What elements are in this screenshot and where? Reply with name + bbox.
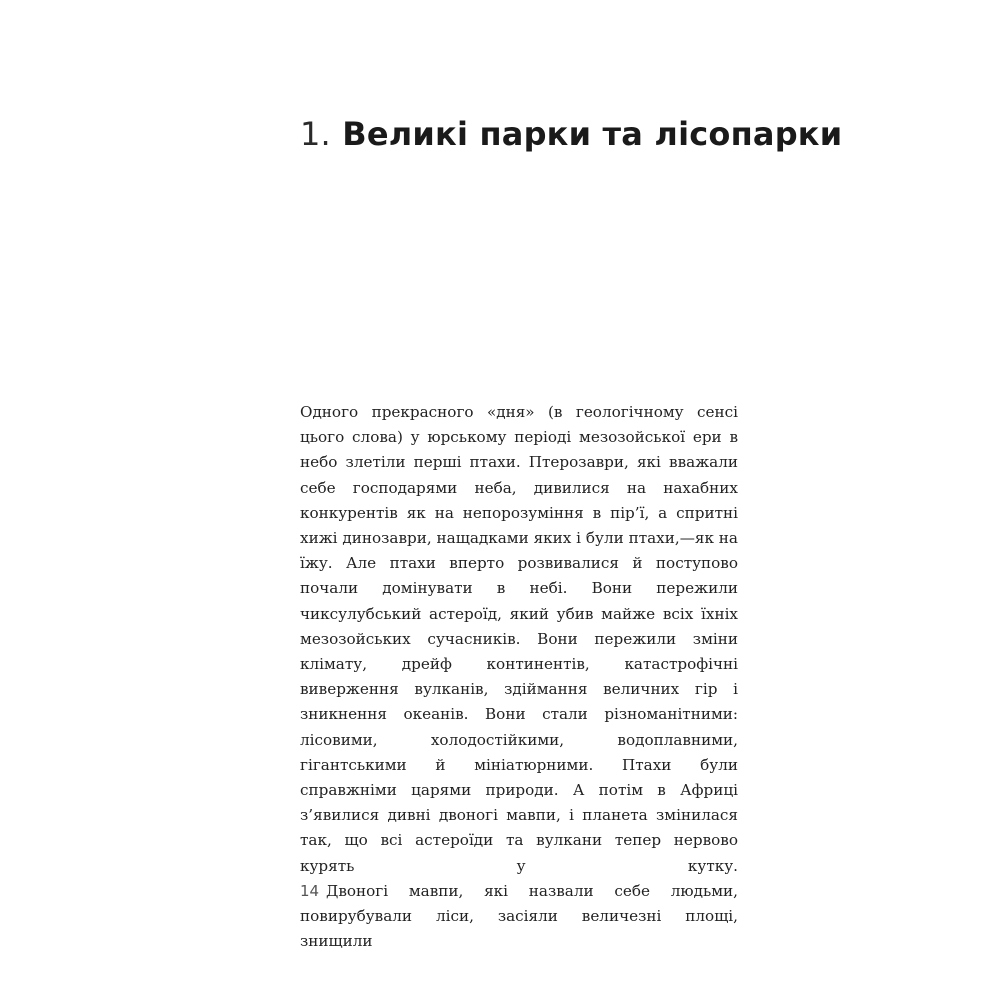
chapter-title: Великі парки та лісопарки bbox=[342, 115, 843, 153]
body-text bbox=[300, 400, 738, 954]
chapter-heading bbox=[300, 112, 842, 156]
paragraph-2: Двоногі мавпи, які назвали себе людьми, повирубували ліси, засіяли величезні площі, знищили bbox=[300, 881, 738, 951]
chapter-number: 1. bbox=[300, 115, 331, 153]
page-number: 14 bbox=[300, 882, 320, 900]
paragraph-1: Одного прекрасного «дня» (в геологічному сенсі цього слова) у юрському періоді мезозойської ери в небо злетіли перші птахи. Птерозаври, які вважали себе господарями неба, дивилися на нахабних конкурентів як на непорозуміння в пір’ї, а спритні хижі динозаври, нащадками яких і були птахи,—як на їжу. Але птахи вперто розвивалися й поступово почали домінувати в небі. Вони пережили чиксулубський астероїд, який убив майже всіх їхніх мезозойських сучасників. Вони пережили зміни клімату, дрейф континентів, катастрофічні виверження вулканів, здіймання величних гір і зникнення океанів. Вони стали різноманітними: лісовими, холодостійкими, водоплавними, гігантськими й мініатюрними. Птахи були справжніми царями природи. А потім в Африці з’явилися дивні двоногі мавпи, і планета змінилася так, що всі астероїди та вулкани тепер нервово курять у кутку. bbox=[300, 403, 738, 875]
